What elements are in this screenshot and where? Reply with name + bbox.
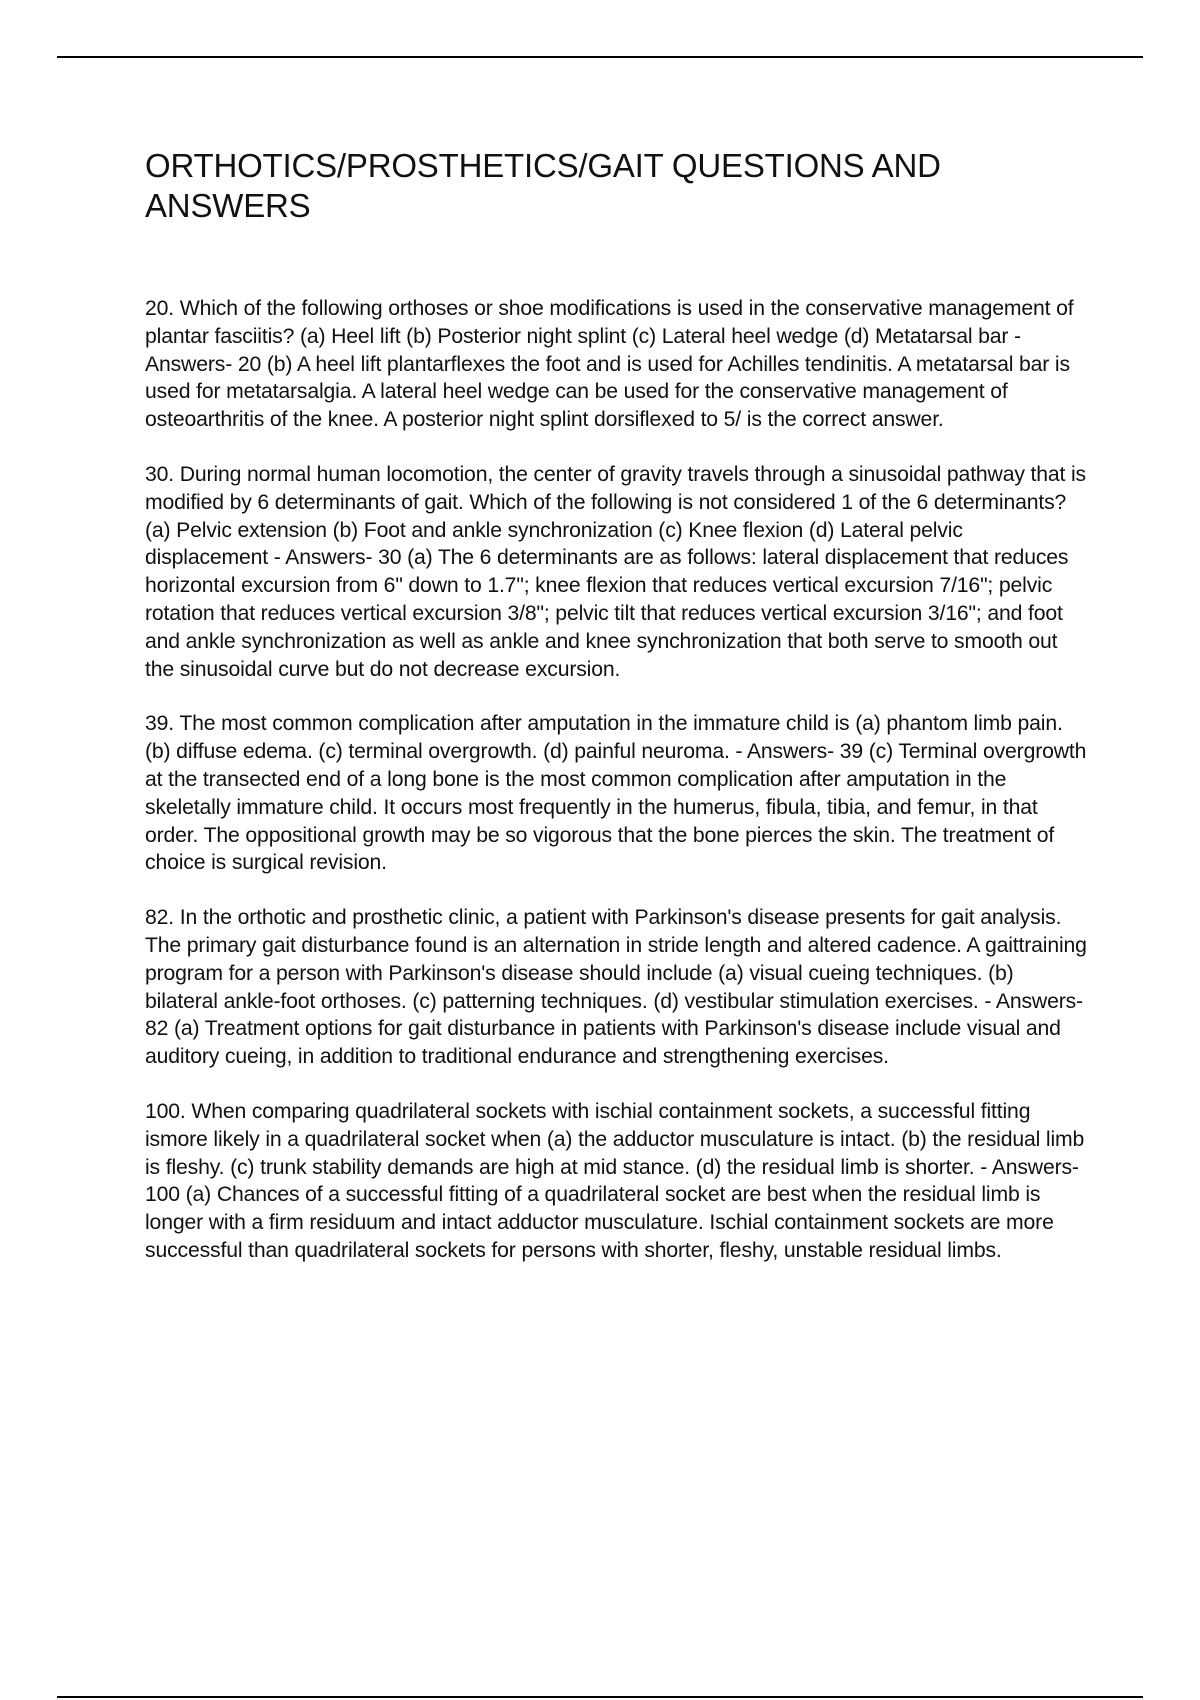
page-title: ORTHOTICS/PROSTHETICS/GAIT QUESTIONS AND ANSWERS bbox=[145, 147, 941, 224]
qa-entry-39: 39. The most common complication after amputation in the immature child is (a) phantom limb pain. (b) diffuse edema. (c) terminal overgrowth. (d) painful neuroma. - Answers- 39 (c) Terminal overgrowth at the transected end of a long bone is the most common complication after amputation in the skeletally immature child. It occurs most frequently in the humerus, fibula, tibia, and femur, in that order. The oppositional growth may be so vigorous that the bone pierces the skin. The treatment of choice is surgical revision. bbox=[145, 712, 1087, 875]
document-body bbox=[145, 146, 1090, 1292]
bottom-divider bbox=[57, 1696, 1143, 1698]
top-divider bbox=[57, 56, 1143, 58]
qa-entry-30: 30. During normal human locomotion, the center of gravity travels through a sinusoidal pathway that is modified by 6 determinants of gait. Which of the following is not considered 1 of the 6 determinants? (a) Pelvic extension (b) Foot and ankle synchronization (c) Knee flexion (d) Lateral pelvic displacement - Answers- 30 (a) The 6 determinants are as follows: lateral displacement that reduces horizontal excursion from 6" down to 1.7"; knee flexion that reduces vertical excursion 7/16"; pelvic rotation that reduces vertical excursion 3/8"; pelvic tilt that reduces vertical excursion 3/16"; and foot and ankle synchronization as well as ankle and knee synchronization that both serve to smooth out the sinusoidal curve but do not decrease excursion. bbox=[145, 462, 1087, 681]
qa-entry-82: 82. In the orthotic and prosthetic clinic, a patient with Parkinson's disease presents for gait analysis. The primary gait disturbance found is an alternation in stride length and altered cadence. A gaittraining program for a person with Parkinson's disease should include (a) visual cueing techniques. (b) bilateral ankle-foot orthoses. (c) patterning techniques. (d) vestibular stimulation exercises. - Answers- 82 (a) Treatment options for gait disturbance in patients with Parkinson's disease include visual and auditory cueing, in addition to traditional endurance and strengthening exercises. bbox=[145, 906, 1087, 1069]
qa-entry-100: 100. When comparing quadrilateral sockets with ischial containment sockets, a successful fitting ismore likely in a quadrilateral socket when (a) the adductor musculature is intact. (b) the residual limb is fleshy. (c) trunk stability demands are high at mid stance. (d) the residual limb is shorter. - Answers- 100 (a) Chances of a successful fitting of a quadrilateral socket are best when the residual limb is longer with a firm residuum and intact adductor musculature. Ischial containment sockets are more successful than quadrilateral sockets for persons with shorter, fleshy, unstable residual limbs. bbox=[145, 1099, 1085, 1262]
qa-entry-20: 20. Which of the following orthoses or shoe modifications is used in the conservative management of plantar fasciitis? (a) Heel lift (b) Posterior night splint (c) Lateral heel wedge (d) Metatarsal bar - Answers- 20 (b) A heel lift plantarflexes the foot and is used for Achilles tendinitis. A metatarsal bar is used for metatarsalgia. A lateral heel wedge can be used for the conservative management of osteoarthritis of the knee. A posterior night splint dorsiflexed to 5/ is the correct answer. bbox=[145, 297, 1074, 432]
